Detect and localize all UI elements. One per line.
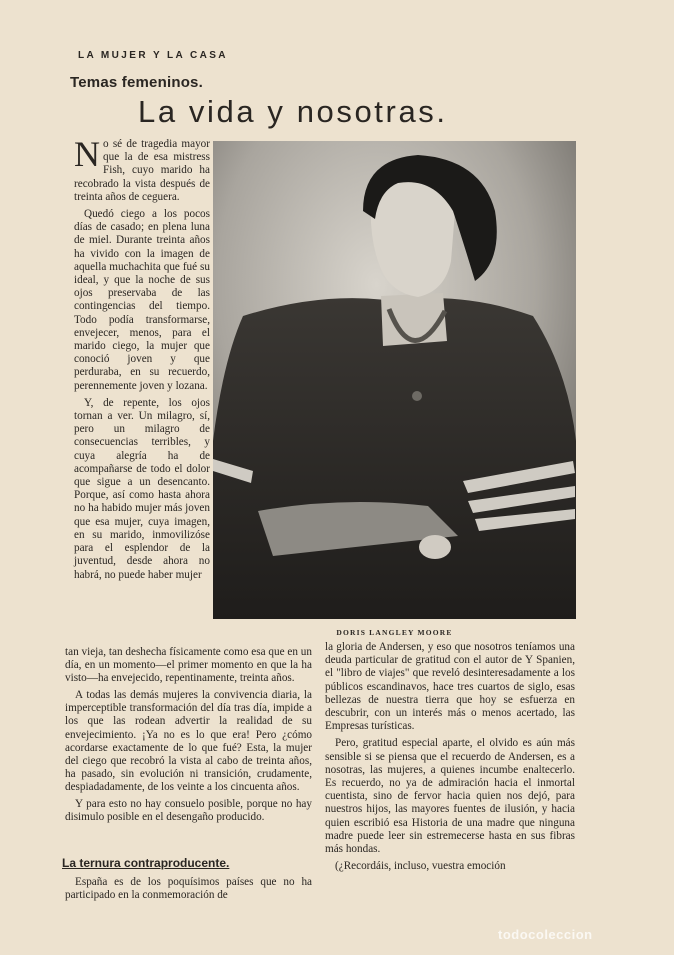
article-column-left-bottom [65, 646, 312, 828]
magazine-header: LA MUJER Y LA CASA [78, 50, 228, 61]
paragraph-1: No sé de tragedia mayor que la de esa mistress Fish, cuyo marido ha recobrado la vista después de treinta años de ceguera. [74, 134, 210, 203]
paragraph-2: Quedó ciego a los pocos días de casado; en plena luna de miel. Durante treinta años ha vivido con la imagen de aquella muchachita que fué su ideal, y que la noche de sus ojos preservaba de las contingencias del tiempo. Todo podía transformarse, envejecer, menos, para el marido ciego, la mujer que conoció joven y que perduraba, en su recuerdo, perennemente joven y lozana. [74, 208, 210, 392]
portrait-image [213, 141, 576, 619]
paragraph-r2: Pero, gratitud especial aparte, el olvido es aún más sensible si se piensa que el recuerdo de Andersen, es a nosotras, las mujeres, a quienes incumbe enaltecerlo. Es recuerdo, no ya de admiración hacia el inmortal cuentista, sino de fervor hacia quien nos dejó, para nuestros hijos, las mayores fuentes de ilusión, y hacia quien escribió esa Historia de una madre que ninguna madre puede leer sin estremecerse hasta en sus fibras más hondas. [325, 737, 575, 856]
article-column-left-end [65, 876, 312, 902]
paragraph-4: A todas las demás mujeres la convivencia diaria, la imperceptible transformación del día tras día, impide a los que las rodean advertir la realidad de su envejecimiento. ¡Ya no es lo que era! Pero ¿cómo acordarse exactamente de lo que fué? Esta, la mujer del ciego que recobró la vista al cabo de treinta años, ha pasado, sin evolución ni transición, crudamente, despiadadamente, de los veinte a los cincuenta años. [65, 689, 312, 793]
paragraph-r3: (¿Recordáis, incluso, vuestra emoción [335, 860, 506, 873]
drop-cap: N [74, 134, 100, 174]
section-label: Temas femeninos. [70, 74, 203, 91]
watermark: todocoleccion [498, 927, 593, 942]
article-column-right [325, 641, 575, 877]
paragraph-3: Y, de repente, los ojos tornan a ver. Un milagro, sí, pero un milagro de consecuencias terribles, y cuya alegría ha de acompañarse de todo el dolor que sigue a un desencanto. Porque, así como hasta ahora no ha habido mujer más joven que esa mujer, cuya imagen, en su marido, inmovilizóse para el esplendor de la juventud, desde ahora no habrá, no puede haber mujer [74, 396, 210, 581]
article-title: La vida y nosotras. [138, 94, 448, 129]
paragraph-6: España es de los poquísimos países que no ha participado en la conmemoración de [65, 876, 312, 902]
article-column-left [74, 134, 210, 586]
article-subheading: La ternura contraproducente. [62, 856, 230, 870]
portrait-photo [213, 141, 576, 619]
paragraph-r1: la gloria de Andersen, y eso que nosotros teníamos una deuda particular de gratitud con el autor de Y Spanien, el "libro de viajes" que reveló desinteresadamente a los públicos escandinavos, hace tres cuartos de siglo, esas bellezas de nuestra tierra que hoy se esfuerza en descubrir, con un interés más o menos acertado, las Empresas turísticas. [325, 641, 575, 733]
paragraph-5: Y para esto no hay consuelo posible, porque no hay disimulo posible en el desengaño producido. [65, 798, 312, 824]
paragraph-3-continued: tan vieja, tan deshecha físicamente como esa que en un día, en un momento—el primer momento en que la ha visto—ha envejecido, repentinamente, treinta años. [65, 646, 312, 685]
photo-caption: DORIS LANGLEY MOORE [336, 628, 453, 637]
